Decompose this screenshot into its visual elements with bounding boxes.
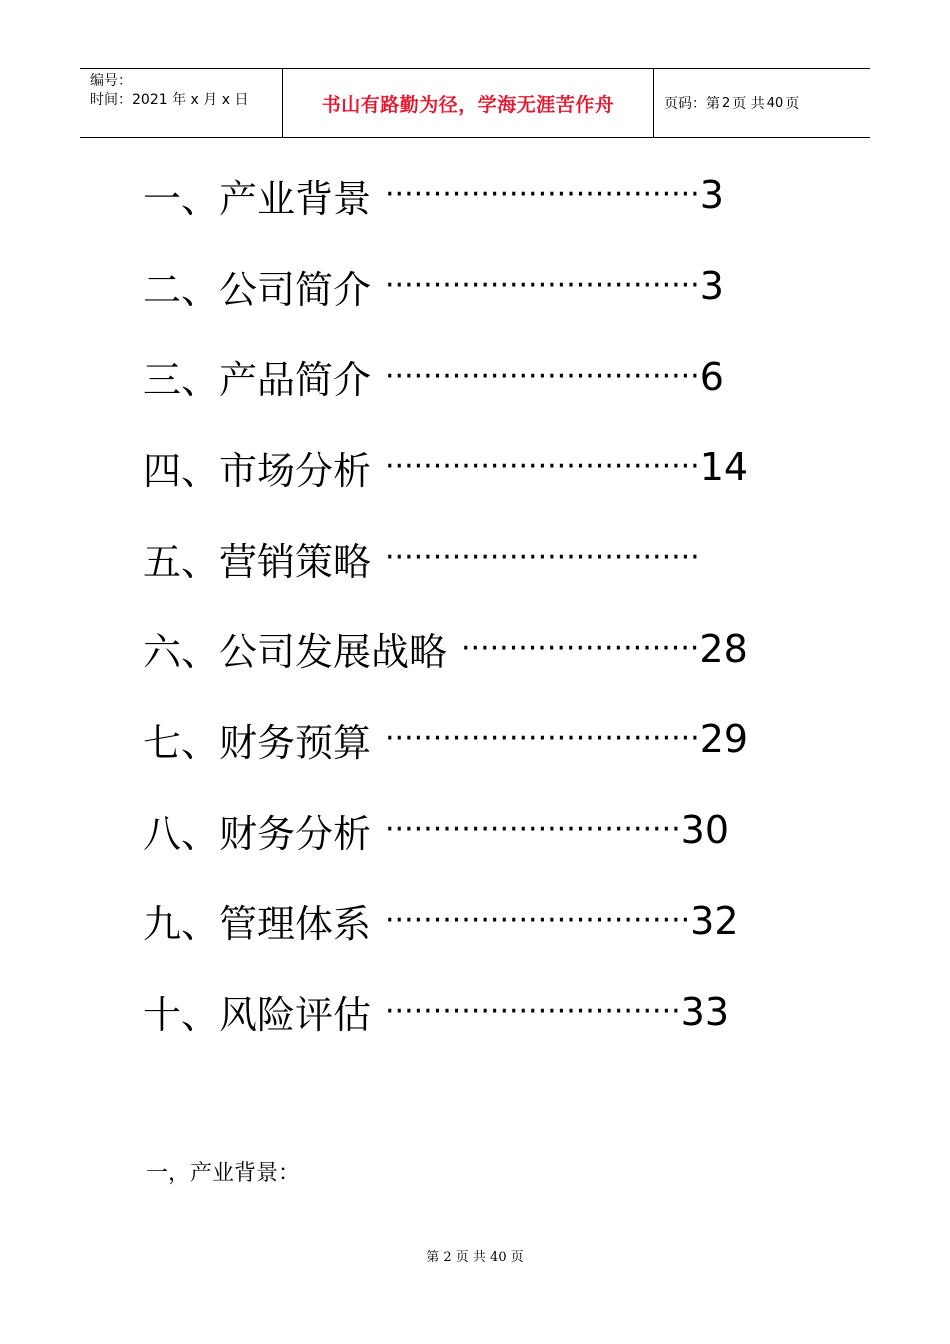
toc-page-number: 6 <box>699 354 724 399</box>
page-prefix: 页码：第 <box>664 96 720 112</box>
page-current: 2 <box>722 95 731 111</box>
toc-title: 四、市场分析 <box>143 448 372 493</box>
toc-entry[interactable] <box>143 422 903 513</box>
toc-title: 五、营销策略 <box>143 539 372 584</box>
toc-leader: ································· <box>385 358 700 394</box>
serial-label: 编号： <box>90 73 132 89</box>
toc-leader: ························· <box>461 630 700 666</box>
toc-leader: ······························· <box>385 812 681 848</box>
toc-title: 十、风险评估 <box>143 993 372 1038</box>
toc-leader: ································· <box>385 268 700 304</box>
toc-page-number: 30 <box>680 808 729 853</box>
toc-entry[interactable] <box>143 150 903 241</box>
toc-page-number: 33 <box>680 989 729 1034</box>
page-suffix: 页 <box>785 96 800 112</box>
toc-entry[interactable] <box>143 513 903 604</box>
toc-title: 一、产业背景 <box>143 176 372 221</box>
page-header <box>80 68 870 138</box>
toc-entry[interactable] <box>143 241 903 332</box>
header-motto: 书山有路勤为径，学海无涯苦作舟 <box>282 69 654 137</box>
toc-title: 七、财务预算 <box>143 720 372 765</box>
toc-page-number: 3 <box>699 173 724 218</box>
toc-entry[interactable] <box>143 785 903 876</box>
toc-leader: ································· <box>385 721 700 757</box>
toc-leader: ································· <box>385 449 700 485</box>
toc-page-number: 32 <box>690 898 739 943</box>
toc-entry[interactable] <box>143 966 903 1057</box>
toc-page-number: 29 <box>699 717 749 762</box>
section-heading: 一，产业背景： <box>146 1161 301 1186</box>
toc-page-number: 14 <box>699 445 749 490</box>
toc-leader: ······························· <box>385 993 681 1029</box>
table-of-contents <box>143 150 903 1057</box>
toc-title: 九、管理体系 <box>143 902 372 947</box>
toc-entry[interactable] <box>143 876 903 967</box>
toc-leader: ································· <box>385 540 700 576</box>
toc-entry[interactable] <box>143 694 903 785</box>
toc-leader: ································ <box>385 902 691 938</box>
toc-title: 三、产品简介 <box>143 358 372 403</box>
toc-page-number: 3 <box>699 264 724 309</box>
toc-entry[interactable] <box>143 331 903 422</box>
header-page-info <box>654 69 870 137</box>
toc-leader: ································· <box>385 177 700 213</box>
page-footer: 第 2 页 共 40 页 <box>426 1250 524 1265</box>
toc-page-number: 28 <box>699 626 748 671</box>
page-total: 40 <box>766 95 784 111</box>
toc-entry[interactable] <box>143 603 903 694</box>
toc-title: 二、公司简介 <box>143 267 372 312</box>
toc-title: 六、公司发展战略 <box>143 630 448 675</box>
time-label: 时间：2021 年 x 月 x 日 <box>90 92 249 108</box>
toc-title: 八、财务分析 <box>143 811 372 856</box>
page-middle: 页 共 <box>732 96 765 112</box>
header-meta <box>80 69 282 137</box>
